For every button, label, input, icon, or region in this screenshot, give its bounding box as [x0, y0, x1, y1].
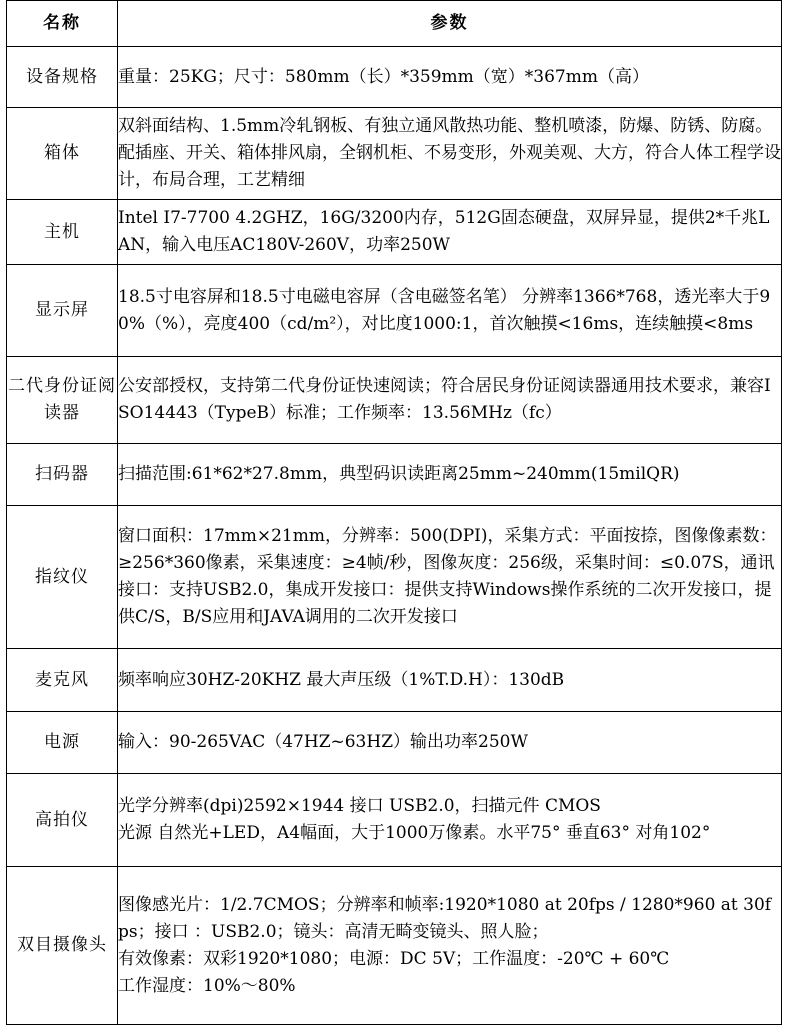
row-param: [118, 444, 782, 506]
row-name: 主机: [7, 200, 118, 265]
row-param: [118, 506, 782, 649]
header-param: 参数: [118, 1, 782, 47]
row-name: 麦克风: [7, 649, 118, 712]
param-line: 窗口面积：17mm×21mm，分辨率：500(DPI)，采集方式：平面按捺，图像像素数：≥256*360像素，采集速度：≥4帧/秒，图像灰度：256级，采集时间：≤0.07S，通讯接口：支持USB2.0，集成开发接口：提供支持Windows操作系统的二次开发接口，提供C/S，B/S应用和JAVA调用的二次开发接口: [118, 526, 777, 627]
row-param: [118, 47, 782, 108]
param-line: Intel I7-7700 4.2GHZ，16G/3200内存，512G固态硬盘，双屏异显，提供2*千兆LAN，输入电压AC180V-260V，功率250W: [118, 208, 770, 255]
param-line: 输入：90-265VAC（47HZ~63HZ）输出功率250W: [118, 732, 528, 752]
param-line: 公安部授权，支持第二代身份证快速阅读；符合居民身份证阅读器通用技术要求，兼容ISO14443（TypeB）标准；工作频率：13.56MHz（fc）: [118, 376, 771, 423]
param-line: 有效像素：双彩1920*1080；电源：DC 5V；工作温度：-20℃ + 60℃: [118, 948, 670, 969]
table-row: [7, 506, 782, 649]
row-param: [118, 712, 782, 774]
param-line: 18.5寸电容屏和18.5寸电磁电容屏（含电磁签名笔） 分辨率1366*768，透光率大于90%（%），亮度400（cd/m²），对比度1000:1，首次触摸<16ms，连续触摸<8ms: [118, 286, 771, 334]
table-row: [7, 357, 782, 444]
table-row: [7, 774, 782, 867]
param-line: 双斜面结构、1.5mm冷轧钢板、有独立通风散热功能、整机喷漆，防爆、防锈、防腐。配插座、开关、箱体排风扇，全钢机柜、不易变形，外观美观、大方，符合人体工程学设计，布局合理，工艺精细: [118, 116, 781, 190]
row-param: [118, 108, 782, 200]
header-name: 名称: [7, 1, 118, 47]
row-name: 电源: [7, 712, 118, 774]
row-param: [118, 357, 782, 444]
row-name: 双目摄像头: [7, 867, 118, 1025]
table-row: [7, 649, 782, 712]
table-row: [7, 712, 782, 774]
row-param: [118, 649, 782, 712]
param-line: 工作湿度：10%～80%: [118, 975, 296, 996]
row-name: 二代身份证阅读器: [7, 357, 118, 444]
param-line: 图像感光片：1/2.7CMOS；分辨率和帧率:1920*1080 at 20fps / 1280*960 at 30fps；接口 ：USB2.0；镜头：高清无畸变镜头、照人脸；: [118, 894, 772, 942]
param-line: 重量：25KG；尺寸：580mm（长）*359mm（宽）*367mm（高）: [118, 66, 649, 87]
row-param: [118, 265, 782, 357]
spec-table: [6, 0, 782, 1025]
param-line: 光源 自然光+LED，A4幅面，大于1000万像素。水平75° 垂直63° 对角102°: [118, 823, 711, 843]
row-name: 指纹仪: [7, 506, 118, 649]
row-name: 设备规格: [7, 47, 118, 108]
table-row: [7, 108, 782, 200]
param-line: 光学分辨率(dpi)2592×1944 接口 USB2.0，扫描元件 CMOS: [118, 796, 601, 816]
row-name: 扫码器: [7, 444, 118, 506]
row-param: [118, 867, 782, 1025]
row-name: 高拍仪: [7, 774, 118, 867]
row-name: 显示屏: [7, 265, 118, 357]
row-name: 箱体: [7, 108, 118, 200]
row-param: [118, 774, 782, 867]
table-row: [7, 265, 782, 357]
table-row: [7, 200, 782, 265]
table-row: [7, 47, 782, 108]
table-row: [7, 444, 782, 506]
table-row: [7, 867, 782, 1025]
param-line: 扫描范围:61*62*27.8mm，典型码识读距离25mm~240mm(15milQR): [118, 464, 680, 484]
header-row: [7, 1, 782, 47]
row-param: [118, 200, 782, 265]
param-line: 频率响应30HZ-20KHZ 最大声压级（1%T.D.H）：130dB: [118, 669, 565, 690]
